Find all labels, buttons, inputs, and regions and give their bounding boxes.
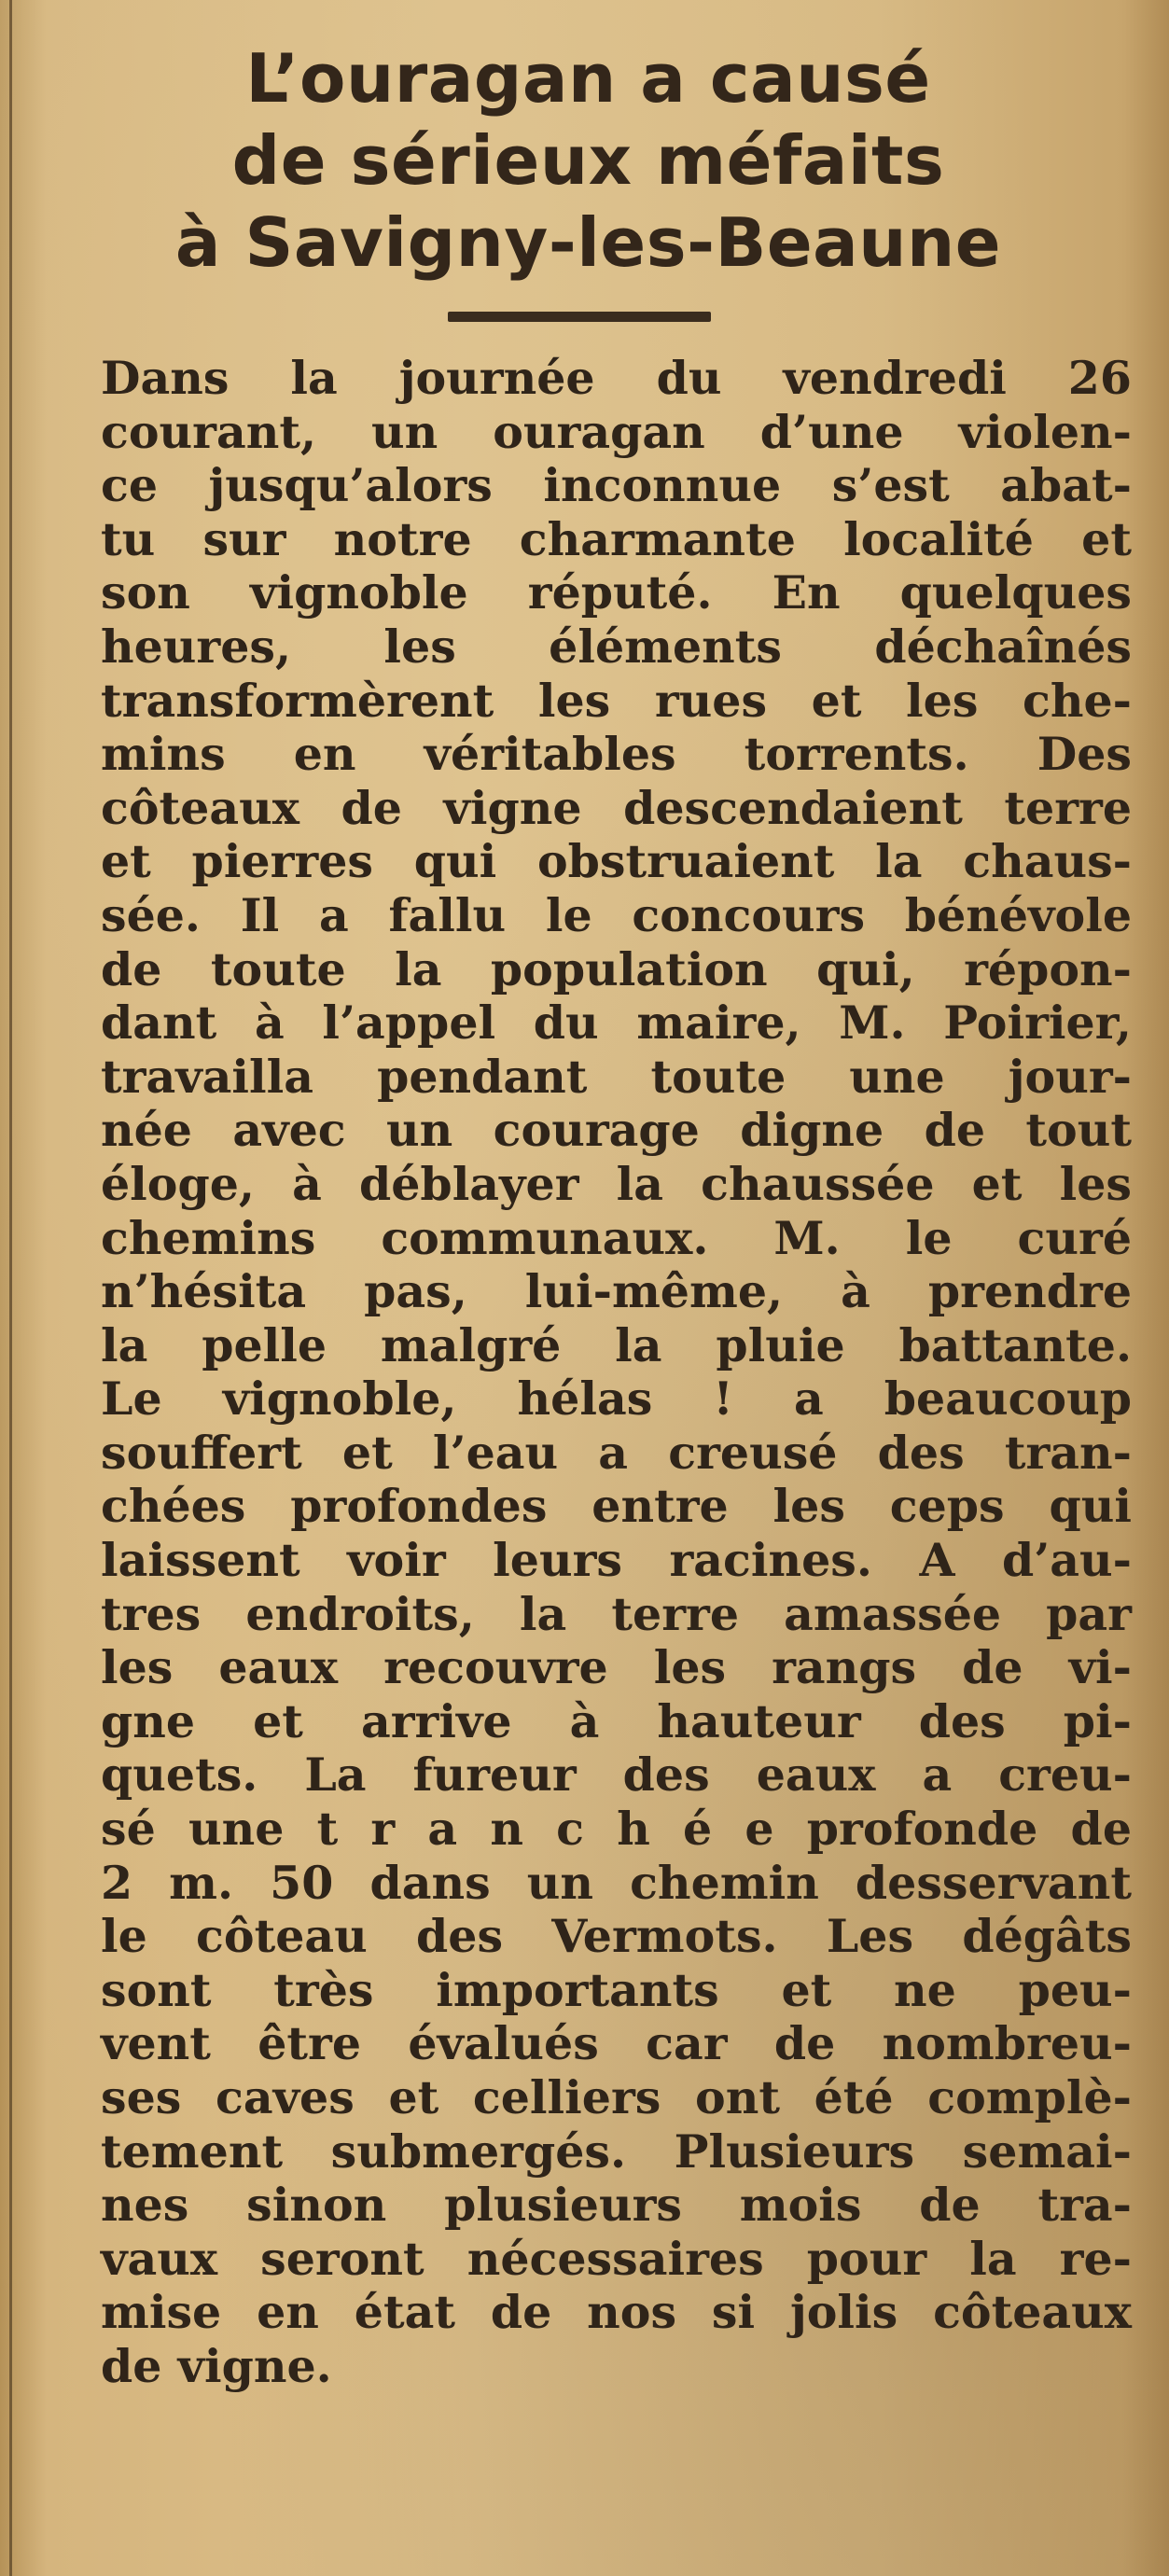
body-line: son vignoble réputé. En quelques [101, 565, 1132, 620]
body-line: sé une t r a n c h é e profonde de [101, 1802, 1132, 1857]
headline-line: de sérieux méfaits [231, 121, 945, 200]
headline-divider [448, 312, 711, 322]
body-line: travailla pendant toute une jour- [101, 1049, 1132, 1104]
body-line: laissent voir leurs racines. A d’au- [101, 1533, 1132, 1588]
body-line: gne et arrive à hauteur des pi- [101, 1693, 1132, 1748]
body-line: dant à l’appel du maire, M. Poirier, [101, 996, 1132, 1051]
body-line: tu sur notre charmante localité et [101, 511, 1132, 566]
body-line: éloge, à déblayer la chaussée et les [101, 1156, 1132, 1211]
body-line: Le vignoble, hélas ! a beaucoup [101, 1372, 1132, 1427]
body-line: vaux seront nécessaires pour la re- [101, 2231, 1132, 2286]
body-line: la pelle malgré la pluie battante. [101, 1317, 1132, 1372]
body-line: souffert et l’eau a creusé des tran- [101, 1425, 1132, 1480]
body-line: vent être évalués car de nombreu- [101, 2016, 1132, 2071]
body-line: chées profondes entre les ceps qui [101, 1479, 1132, 1534]
body-line: courant, un ouragan d’une violen- [101, 404, 1132, 459]
body-line: le côteau des Vermots. Les dégâts [101, 1909, 1132, 1964]
headline-line: L’ouragan a causé [245, 39, 931, 118]
article-headline [101, 37, 1132, 284]
body-line: ses caves et celliers ont été complè- [101, 2070, 1132, 2124]
body-line: les eaux recouvre les rangs de vi- [101, 1640, 1132, 1695]
headline-line: à Savigny-les-Beaune [174, 203, 1002, 282]
article-body [101, 352, 1132, 2394]
article-column [101, 0, 1132, 2394]
body-line: 2 m. 50 dans un chemin desservant [101, 1855, 1132, 1910]
body-line: de toute la population qui, répon- [101, 941, 1132, 996]
body-line: sée. Il a fallu le concours bénévole [101, 887, 1132, 942]
body-line: mins en véritables torrents. Des [101, 727, 1132, 782]
body-line: Dans la journée du vendredi 26 [101, 351, 1132, 405]
body-line: tres endroits, la terre amassée par [101, 1586, 1132, 1641]
body-line: n’hésita pas, lui-même, à prendre [101, 1264, 1132, 1319]
body-line: et pierres qui obstruaient la chaus- [101, 834, 1132, 889]
body-line: transformèrent les rues et les che- [101, 673, 1132, 728]
body-line: tement submergés. Plusieurs semai- [101, 2123, 1132, 2179]
body-line: née avec un courage digne de tout [101, 1103, 1132, 1158]
body-line: chemins communaux. M. le curé [101, 1210, 1132, 1265]
body-line: sont très importants et ne peu- [101, 1962, 1132, 2017]
body-line: quets. La fureur des eaux a creu- [101, 1748, 1132, 1803]
body-line: mise en état de nos si jolis côteaux [101, 2285, 1132, 2340]
body-line: nes sinon plusieurs mois de tra- [101, 2178, 1132, 2233]
body-line: heures, les éléments déchaînés [101, 619, 1132, 674]
body-line: côteaux de vigne descendaient terre [101, 780, 1132, 835]
body-line: de vigne. [101, 2338, 332, 2393]
body-line: ce jusqu’alors inconnue s’est abat- [101, 458, 1132, 513]
column-rule [9, 0, 12, 2576]
